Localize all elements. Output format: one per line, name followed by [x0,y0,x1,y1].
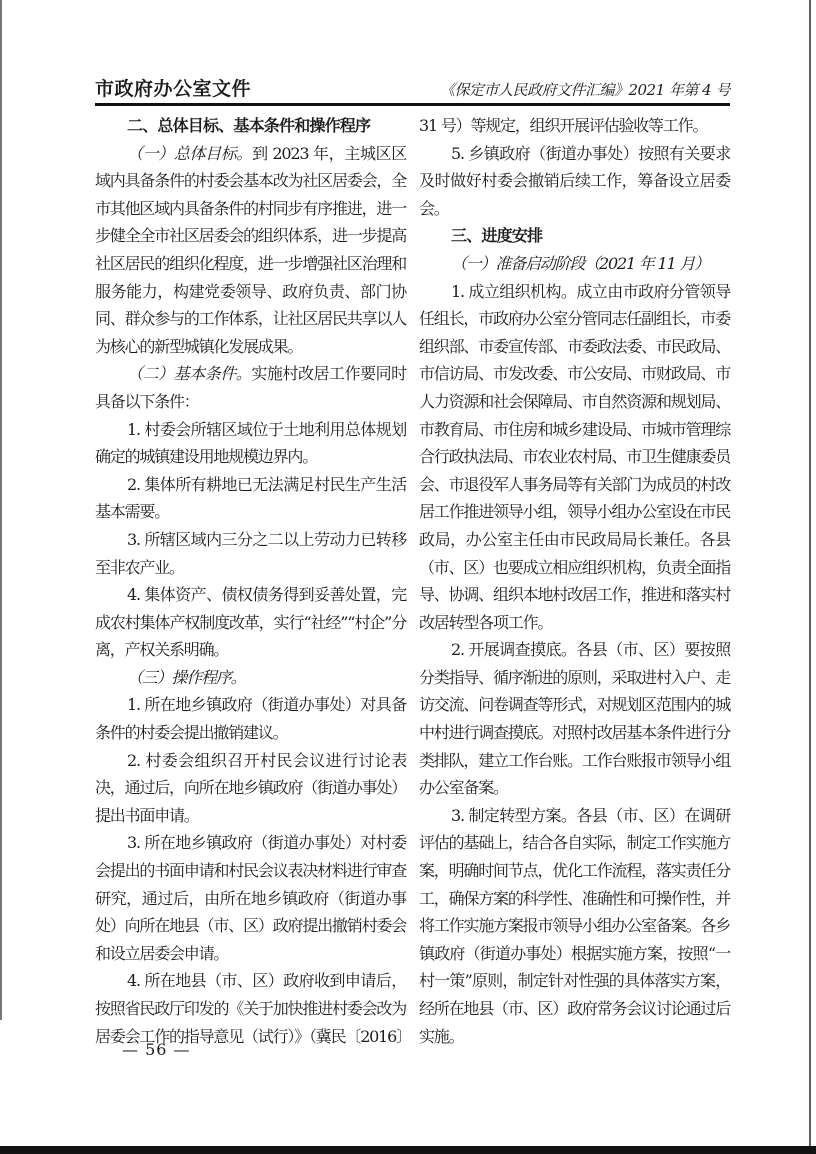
paragraph: 4. 集体资产、债权债务得到妥善处置，完成农村集体产权制度改革，实行“社经”“村企”分离，产权关系明确。 [95,585,406,660]
paragraph: 3. 所辖区域内三分之二以上劳动力已转移至非农产业。 [95,529,406,577]
page-header [95,74,730,101]
scan-edge-right [809,0,811,1147]
paragraph: （一）准备启动阶段（2021 年 11 月） [451,253,709,273]
section-heading: 三、进度安排 [451,226,543,246]
paragraph: 2. 村委会组织召开村民会议进行讨论表决，通过后，向所在地乡镇政府（街道办事处）提出书面申请。 [95,750,406,825]
scan-edge-left [0,0,2,1020]
paragraph: 3. 所在地乡镇政府（街道办事处）对村委会提出的书面申请和村民会议表决材料进行审查研究，通过后，由所在地乡镇政府（街道办事处）向所在地县（市、区）政府提出撤销村委会和设立居委会申请。 [95,833,406,963]
document-body [95,112,730,1050]
header-compilation-title: 《保定市人民政府文件汇编》2021 年第 4 号 [439,81,730,99]
paragraph: 2. 集体所有耕地已无法满足村民生产生活基本需要。 [95,474,406,522]
paragraph: 4. 所在地县（市、区）政府收到申请后，按照省民政厅印发的《关于加快推进村委会改为居委会工作的指导意见（试行）》（冀民〔2016〕 [95,971,411,1046]
paragraph: （三）操作程序。 [127,667,246,687]
header-document-type: 市政府办公室文件 [95,78,252,100]
paragraph: 2. 开展调查摸底。各县（市、区）要按照分类指导、循序渐进的原则，采取进村入户、走访交流、问卷调查等形式，对规划区范围内的城中村进行调查摸底。对照村改居基本条件进行分类排队，建立工作台账。工作台账报市领导小组办公室备案。 [419,640,730,798]
paragraph: （二）基本条件。实施村改居工作要同时具备以下条件： [95,364,406,411]
scan-edge-bottom [0,1146,816,1154]
paragraph: 5. 乡镇政府（街道办事处）按照有关要求及时做好村委会撤销后续工作，筹备设立居委会。 [419,143,730,218]
paragraph-lead: （一）总体目标。 [127,143,253,163]
paragraph: （一）总体目标。到 2023 年，主城区区域内具备条件的村委会基本改为社区居委会，全市其他区域内具备条件的村同步有序推进，进一步健全全市社区居委会的组织体系，进一步提高社区居民的组织化程度，进一步增强社区治理和服务能力，构建党委领导、政府负责、部门协同、群众参与的工作体系，让社区居民共享以人为核心的新型城镇化发展成果。 [95,143,407,356]
paragraph-lead: （二）基本条件。 [127,364,252,384]
paragraph: 31 号）等规定，组织开展评估验收等工作。 [419,116,708,135]
page-number: — 56 — [122,1040,191,1059]
header-rule [95,103,730,106]
paragraph: 1. 村委会所辖区域位于土地利用总体规划确定的城镇建设用地规模边界内。 [95,419,406,467]
paragraph: 3. 制定转型方案。各县（市、区）在调研评估的基础上，结合各自实际，制定工作实施方案，明确时间节点，优化工作流程，落实责任分工，确保方案的科学性、准确性和可操作性，并将工作实施方案报市领导小组办公室备案。各乡镇政府（街道办事处）根据实施方案，按照“一村一策”原则，制定针对性强的具体落实方案，经所在地县（市、区）政府常务会议讨论通过后实施。 [419,805,730,1046]
right-column [419,112,730,1050]
paragraph: 1. 所在地乡镇政府（街道办事处）对具备条件的村委会提出撤销建议。 [95,695,406,743]
section-heading: 二、总体目标、基本条件和操作程序 [127,116,371,135]
paragraph: 1. 成立组织机构。成立由市政府分管领导任组长，市政府办公室分管同志任副组长，市委组织部、市委宣传部、市委政法委、市民政局、市信访局、市发改委、市公安局、市财政局、市人力资源和社会保障局、市自然资源和规划局、市教育局、市住房和城乡建设局、市城市管理综合行政执法局、市农业农村局、市卫生健康委员会、市退役军人事务局等有关部门为成员的村改居工作推进领导小组，领导小组办公室设在市民政局，办公室主任由市民政局局长兼任。各县（市、区）也要成立相应组织机构，负责全面指导、协调、组织本地村改居工作，推进和落实村改居转型各项工作。 [419,281,730,632]
left-column [95,112,411,1050]
